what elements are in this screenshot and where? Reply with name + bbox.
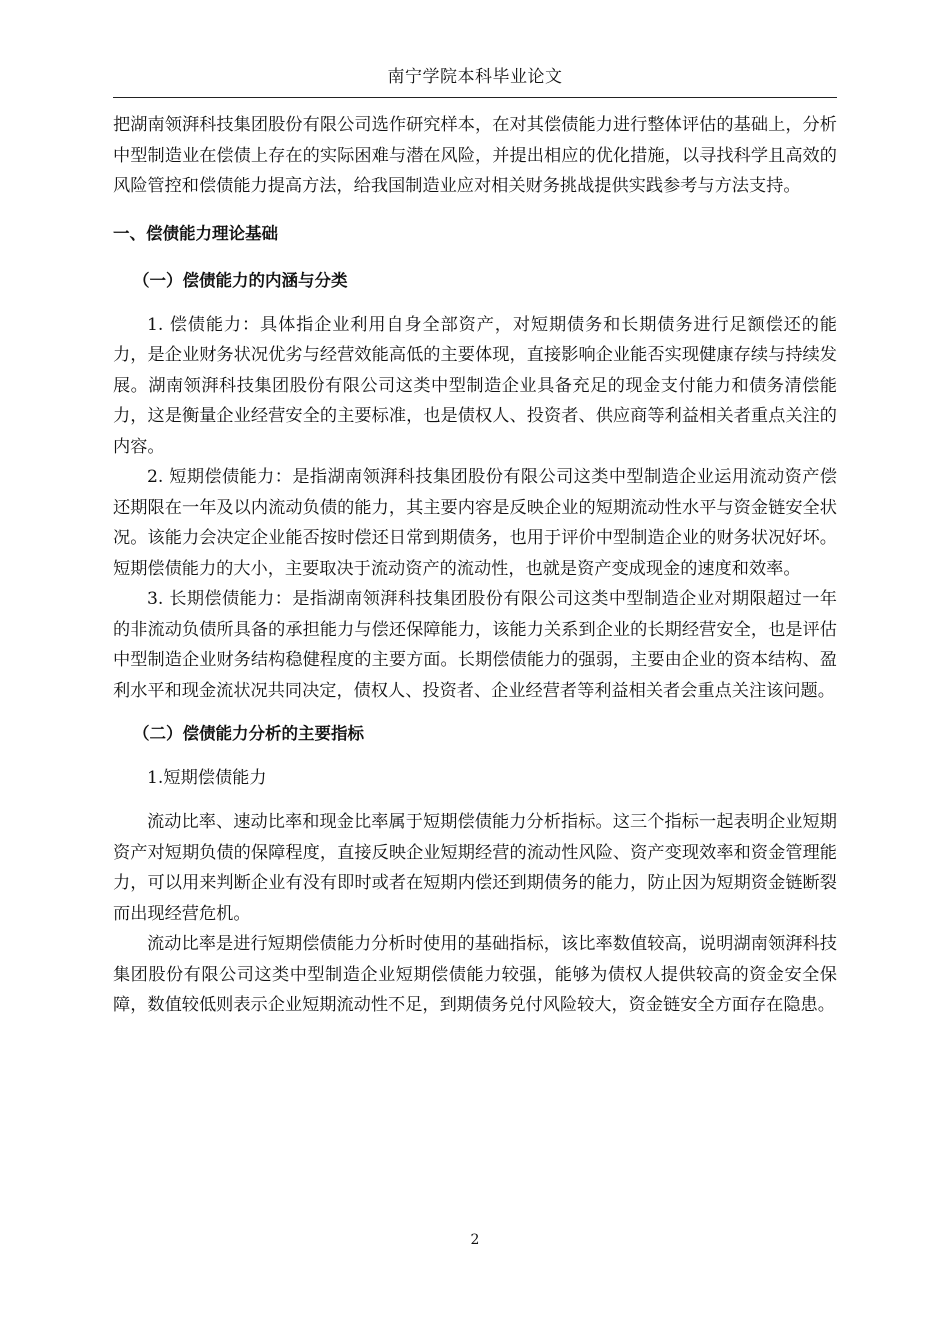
header-title: 南宁学院本科毕业论文 — [387, 67, 563, 87]
sub-subheading: 1.短期偿债能力 — [147, 767, 267, 788]
list-item-solvency: 1. 偿债能力：具体指企业利用自身全部资产，对短期债务和长期债务进行足额偿还的能力，是企业财务状况优劣与经营效能高低的主要体现，直接影响企业能否实现健康存续与持续发展。湖南领湃科技集团股份有限公司这类中型制造企业具备充足的现金支付能力和债务清偿能力，这是衡量企业经营安全的主要标准，也是债权人、投资者、供应商等利益相关者重点关注的内容。 — [113, 314, 837, 457]
list-item-short-term: 2. 短期偿债能力：是指湖南领湃科技集团股份有限公司这类中型制造企业运用流动资产偿还期限在一年及以内流动负债的能力，其主要内容是反映企业的短期流动性水平与资金链安全状况。该能力会决定企业能否按时偿还日常到期债务，也用于评价中型制造企业的财务状况好坏。短期偿债能力的大小，主要取决于流动资产的流动性，也就是资产变成现金的速度和效率。 — [113, 467, 837, 579]
subsection-heading: （二）偿债能力分析的主要指标 — [133, 724, 364, 743]
body-paragraph: 流动比率、速动比率和现金比率属于短期偿债能力分析指标。这三个指标一起表明企业短期资产对短期负债的保障程度，直接反映企业短期经营的流动性风险、资产变现效率和资金管理能力，可以用来判断企业有没有即时或者在短期内偿还到期债务的能力，防止因为短期资金链断裂而出现经营危机。 — [113, 812, 837, 924]
document-body — [113, 110, 837, 1021]
page-header — [113, 62, 837, 98]
page-number: 2 — [470, 1232, 480, 1248]
list-item-long-term: 3. 长期偿债能力：是指湖南领湃科技集团股份有限公司这类中型制造企业对期限超过一年的非流动负债所具备的承担能力与偿还保障能力，该能力关系到企业的长期经营安全，也是评估中型制造企业财务结构稳健程度的主要方面。长期偿债能力的强弱，主要由企业的资本结构、盈利水平和现金流状况共同决定，债权人、投资者、企业经营者等利益相关者会重点关注该问题。 — [113, 589, 837, 701]
subsection-heading: （一）偿债能力的内涵与分类 — [133, 271, 348, 290]
intro-paragraph: 把湖南领湃科技集团股份有限公司选作研究样本，在对其偿债能力进行整体评估的基础上，分析中型制造业在偿债上存在的实际困难与潜在风险，并提出相应的优化措施，以寻找科学且高效的风险管控和偿债能力提高方法，给我国制造业应对相关财务挑战提供实践参考与方法支持。 — [113, 115, 837, 196]
section-heading: 一、偿债能力理论基础 — [113, 223, 278, 243]
body-paragraph: 流动比率是进行短期偿债能力分析时使用的基础指标，该比率数值较高，说明湖南领湃科技集团股份有限公司这类中型制造企业短期偿债能力较强，能够为债权人提供较高的资金安全保障，数值较低则表示企业短期流动性不足，到期债务兑付风险较大，资金链安全方面存在隐患。 — [113, 934, 837, 1015]
